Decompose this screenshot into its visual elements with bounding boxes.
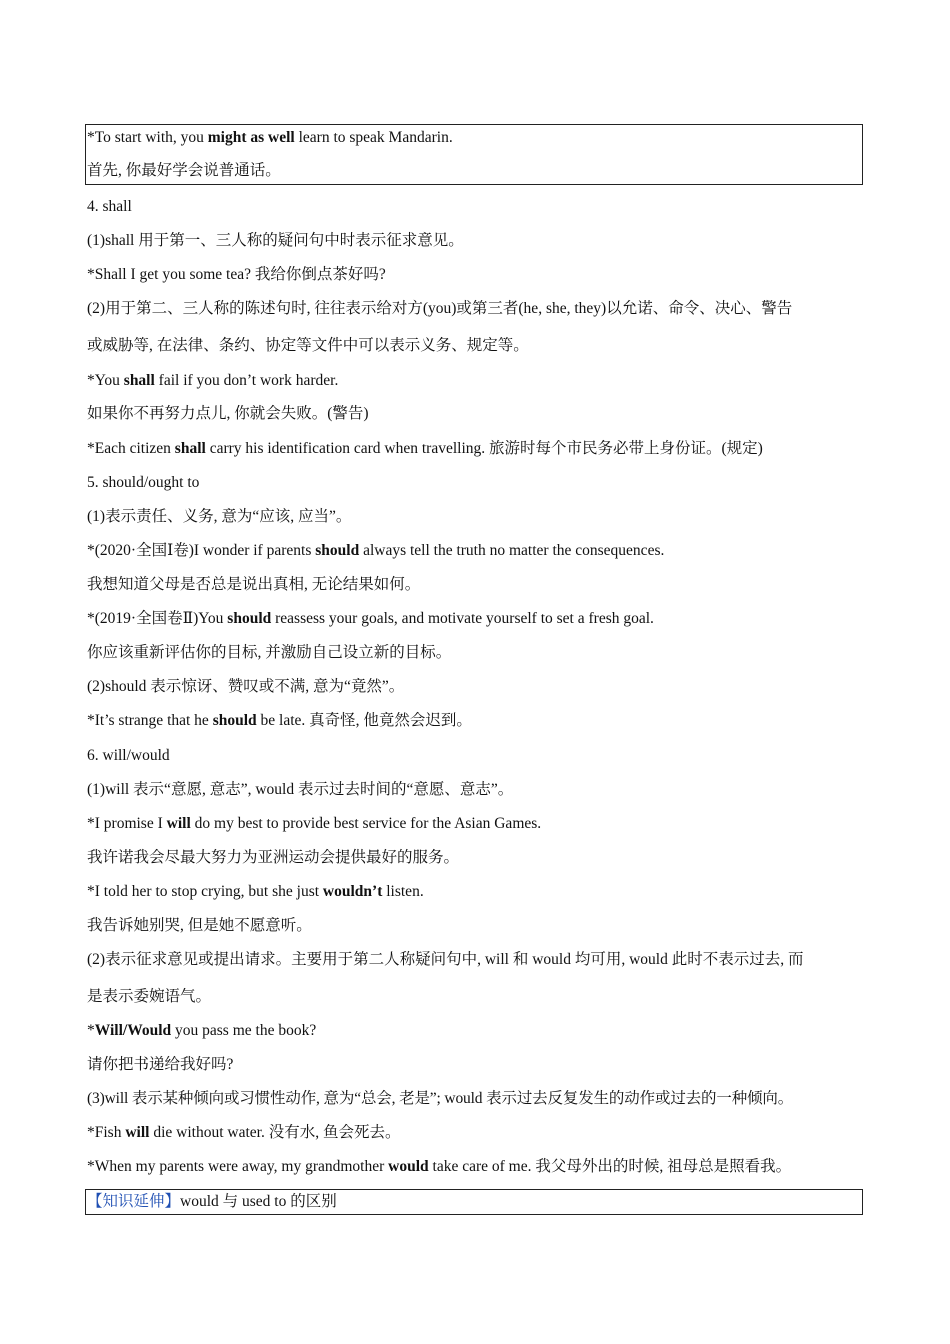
rule-text: (2)should 表示惊讶、赞叹或不满, 意为“竟然”。 (87, 678, 405, 695)
rule-text: 是表示委婉语气。 (87, 988, 212, 1005)
section-heading-should: 5. should/ought to (87, 474, 200, 491)
rule-text: (3)will 表示某种倾向或习惯性动作, 意为“总会, 老是”; would 表示过去反复发生的动作或过去的一种倾向。 (87, 1090, 794, 1107)
example-sentence: *When my parents were away, my grandmother would take care of me. 我父母外出的时候, 祖母总是照看我。 (87, 1158, 792, 1175)
rule-text: (2)用于第二、三人称的陈述句时, 往往表示给对方(you)或第三者(he, she, they)以允诺、命令、决心、警告 (87, 300, 793, 317)
rule-text: (1)will 表示“意愿, 意志”, would 表示过去时间的“意愿、意志”。 (87, 781, 514, 798)
knowledge-extension-label: 【知识延伸】 (87, 1193, 181, 1210)
example-translation: 我告诉她别哭, 但是她不愿意听。 (87, 917, 312, 934)
example-sentence: *Fish will die without water. 没有水, 鱼会死去。 (87, 1124, 401, 1141)
example-sentence: *Will/Would you pass me the book? (87, 1022, 317, 1039)
example-sentence: *Each citizen shall carry his identification card when travelling. 旅游时每个市民务必带上身份证。(规定) (87, 440, 763, 457)
example-sentence: *You shall fail if you don’t work harder. (87, 372, 339, 389)
section-heading-will: 6. will/would (87, 747, 170, 764)
example-translation: 请你把书递给我好吗? (87, 1056, 234, 1073)
section-heading-shall: 4. shall (87, 198, 132, 215)
example-translation: 首先, 你最好学会说普通话。 (87, 162, 281, 179)
example-sentence: *Shall I get you some tea? 我给你倒点茶好吗? (87, 266, 386, 283)
example-translation: 我想知道父母是否总是说出真相, 无论结果如何。 (87, 576, 421, 593)
example-sentence: *It’s strange that he should be late. 真奇怪, 他竟然会迟到。 (87, 712, 472, 729)
rule-text: (1)shall 用于第一、三人称的疑问句中时表示征求意见。 (87, 232, 464, 249)
example-sentence: *(2020·全国Ⅰ卷)I wonder if parents should always tell the truth no matter the consequences. (87, 542, 665, 559)
example-sentence: *I promise I will do my best to provide best service for the Asian Games. (87, 815, 542, 832)
example-sentence: *I told her to stop crying, but she just wouldn’t listen. (87, 883, 424, 900)
example-translation: 我许诺我会尽最大努力为亚洲运动会提供最好的服务。 (87, 849, 460, 866)
rule-text: (1)表示责任、义务, 意为“应该, 应当”。 (87, 508, 352, 525)
rule-text: (2)表示征求意见或提出请求。主要用于第二人称疑问句中, will 和 would 均可用, would 此时不表示过去, 而 (87, 951, 804, 968)
knowledge-extension-title: 【知识延伸】would 与 used to 的区别 (87, 1193, 337, 1210)
example-translation: 你应该重新评估你的目标, 并激励自己设立新的目标。 (87, 644, 452, 661)
example-sentence: *(2019·全国卷Ⅱ)You should reassess your goals, and motivate yourself to set a fresh goal. (87, 610, 654, 627)
example-translation: 如果你不再努力点儿, 你就会失败。(警告) (87, 405, 369, 422)
example-sentence: *To start with, you might as well learn to speak Mandarin. (87, 129, 453, 146)
rule-text: 或威胁等, 在法律、条约、协定等文件中可以表示义务、规定等。 (87, 337, 529, 354)
